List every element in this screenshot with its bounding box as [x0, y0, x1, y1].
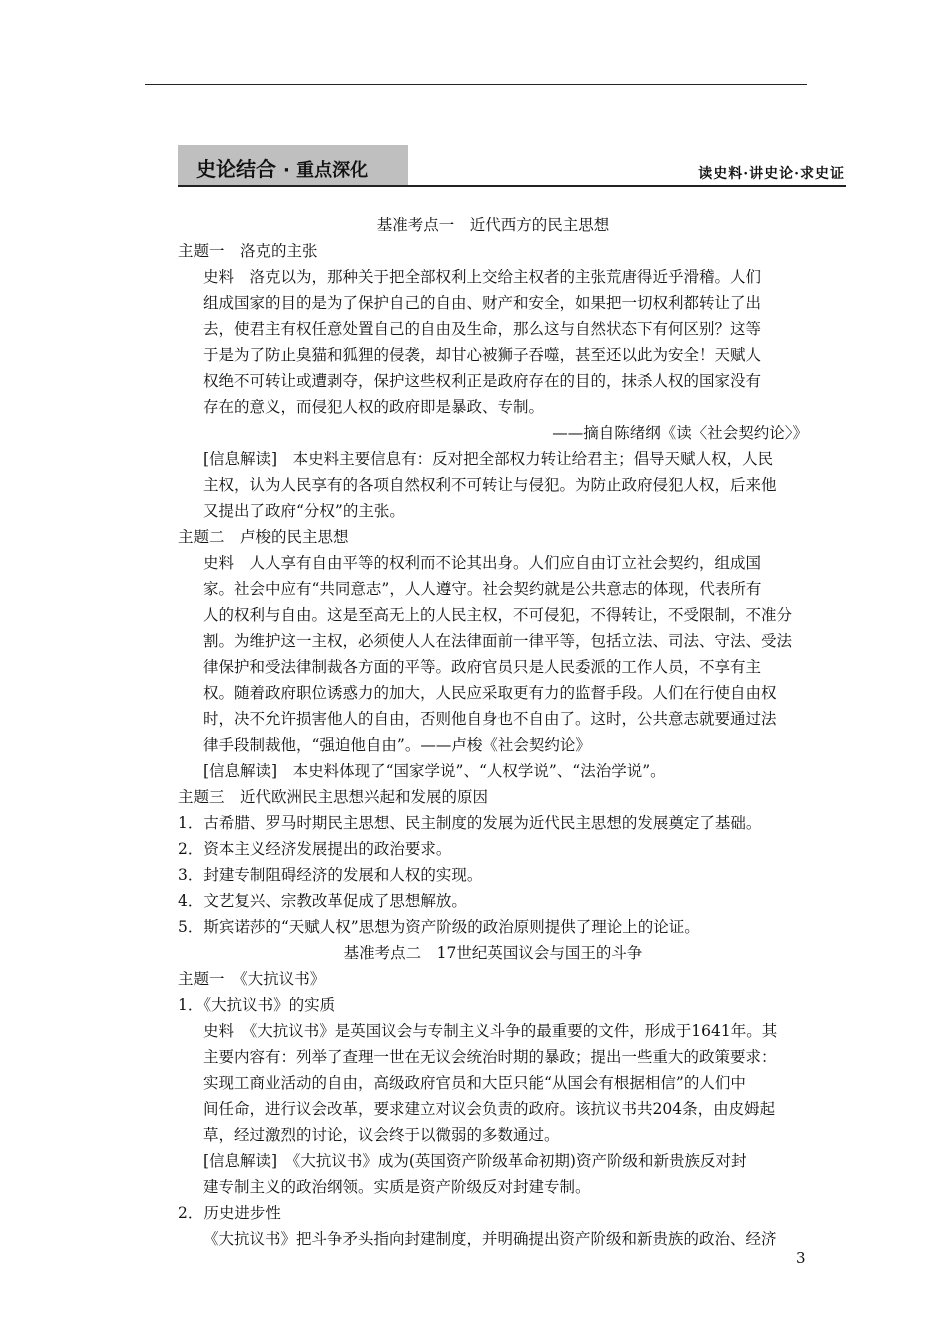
text-line: 草，经过激烈的讨论，议会终于以微弱的多数通过。	[203, 1126, 560, 1144]
text-line: 2．历史进步性	[178, 1204, 281, 1222]
text-line: [信息解读] 《大抗议书》成为(英国资产阶级革命初期)资产阶级和新贵族反对封	[203, 1152, 747, 1170]
text-line: 5．斯宾诺莎的“天赋人权”思想为资产阶级的政治原则提供了理论上的论证。	[178, 918, 700, 936]
text-line: 去，使君主有权任意处置自己的自由及生命，那么这与自然状态下有何区别？这等	[203, 320, 762, 338]
text-line: 割。为维护这一主权，必须使人人在法律面前一律平等，包括立法、司法、守法、受法	[203, 632, 793, 650]
section-title-sub: · 重点深化	[282, 160, 369, 181]
text-line: 于是为了防止臭猫和狐狸的侵袭，却甘心被狮子吞噬，甚至还以此为安全！天赋人	[203, 346, 762, 364]
text-line: 主题二 卢梭的民主思想	[178, 528, 349, 546]
text-line: 基准考点一 近代西方的民主思想	[376, 216, 610, 234]
text-line: 1．古希腊、罗马时期民主思想、民主制度的发展为近代民主思想的发展奠定了基础。	[178, 814, 762, 832]
document-body	[178, 212, 808, 1252]
text-line: 2．资本主义经济发展提出的政治要求。	[178, 840, 452, 858]
text-line: 3．封建专制阻碍经济的发展和人权的实现。	[178, 866, 483, 884]
section-title	[196, 153, 368, 182]
text-line: 基准考点二 17世纪英国议会与国王的斗争	[343, 944, 643, 962]
text-line: 人的权利与自由。这是至高无上的人民主权，不可侵犯，不得转让，不受限制，不准分	[203, 606, 793, 624]
text-line: 又提出了政府“分权”的主张。	[203, 502, 405, 520]
text-line: 律保护和受法律制裁各方面的平等。政府官员只是人民委派的工作人员，不享有主	[203, 658, 762, 676]
text-line: 权绝不可转让或遭剥夺，保护这些权利正是政府存在的目的，抹杀人权的国家没有	[203, 372, 762, 390]
banner-right-text: 读史料·讲史论·求史证	[698, 166, 845, 182]
text-line: 时，决不允许损害他人的自由，否则他自身也不自由了。这时，公共意志就要通过法	[203, 710, 777, 728]
text-line: 史料 洛克以为，那种关于把全部权利上交给主权者的主张荒唐得近乎滑稽。人们	[203, 268, 762, 286]
text-line: 4．文艺复兴、宗教改革促成了思想解放。	[178, 892, 467, 910]
text-line: 主题一 洛克的主张	[178, 242, 318, 260]
section-banner	[178, 145, 845, 187]
text-line: ——摘自陈绪纲《读〈社会契约论〉》	[552, 424, 808, 442]
text-line: 实现工商业活动的自由，高级政府官员和大臣只能“从国会有根据相信”的人们中	[203, 1074, 746, 1092]
text-line: 建专制主义的政治纲领。实质是资产阶级反对封建专制。	[203, 1178, 591, 1196]
text-line: 存在的意义，而侵犯人权的政府即是暴政、专制。	[203, 398, 545, 416]
page-number: 3	[796, 1249, 806, 1267]
banner-rule	[178, 185, 846, 187]
text-line: 组成国家的目的是为了保护自己的自由、财产和安全，如果把一切权利都转让了出	[203, 294, 762, 312]
text-line: 权。随着政府职位诱惑力的加大，人民应采取更有力的监督手段。人们在行使自由权	[203, 684, 777, 702]
text-line: 主要内容有：列举了查理一世在无议会统治时期的暴政；提出一些重大的政策要求：	[203, 1048, 777, 1066]
text-line: 《大抗议书》把斗争矛头指向封建制度，并明确提出资产阶级和新贵族的政治、经济	[203, 1230, 777, 1248]
text-line: 间任命，进行议会改革，要求建立对议会负责的政府。该抗议书共204条，由皮姆起	[203, 1100, 776, 1118]
text-line: 1．《大抗议书》的实质	[178, 996, 336, 1014]
text-line: 主题三 近代欧洲民主思想兴起和发展的原因	[178, 788, 489, 806]
text-line: 律手段制裁他，“强迫他自由”。——卢梭《社会契约论》	[203, 736, 591, 754]
text-line: 主权，认为人民享有的各项自然权利不可转让与侵犯。为防止政府侵犯人权，后来他	[203, 476, 777, 494]
section-title-main: 史论结合	[196, 157, 276, 181]
text-line: 家。社会中应有“共同意志”，人人遵守。社会契约就是公共意志的体现，代表所有	[203, 580, 762, 598]
top-rule	[145, 84, 807, 85]
text-line: 史料 人人享有自由平等的权利而不论其出身。人们应自由订立社会契约，组成国	[203, 554, 762, 572]
text-line: [信息解读] 本史料体现了“国家学说”、“人权学说”、“法治学说”。	[203, 762, 666, 780]
text-line: [信息解读] 本史料主要信息有：反对把全部权力转让给君主；倡导天赋人权，人民	[203, 450, 774, 468]
text-line: 主题一 《大抗议书》	[178, 970, 326, 988]
text-line: 史料 《大抗议书》是英国议会与专制主义斗争的最重要的文件，形成于1641年。其	[203, 1022, 778, 1040]
